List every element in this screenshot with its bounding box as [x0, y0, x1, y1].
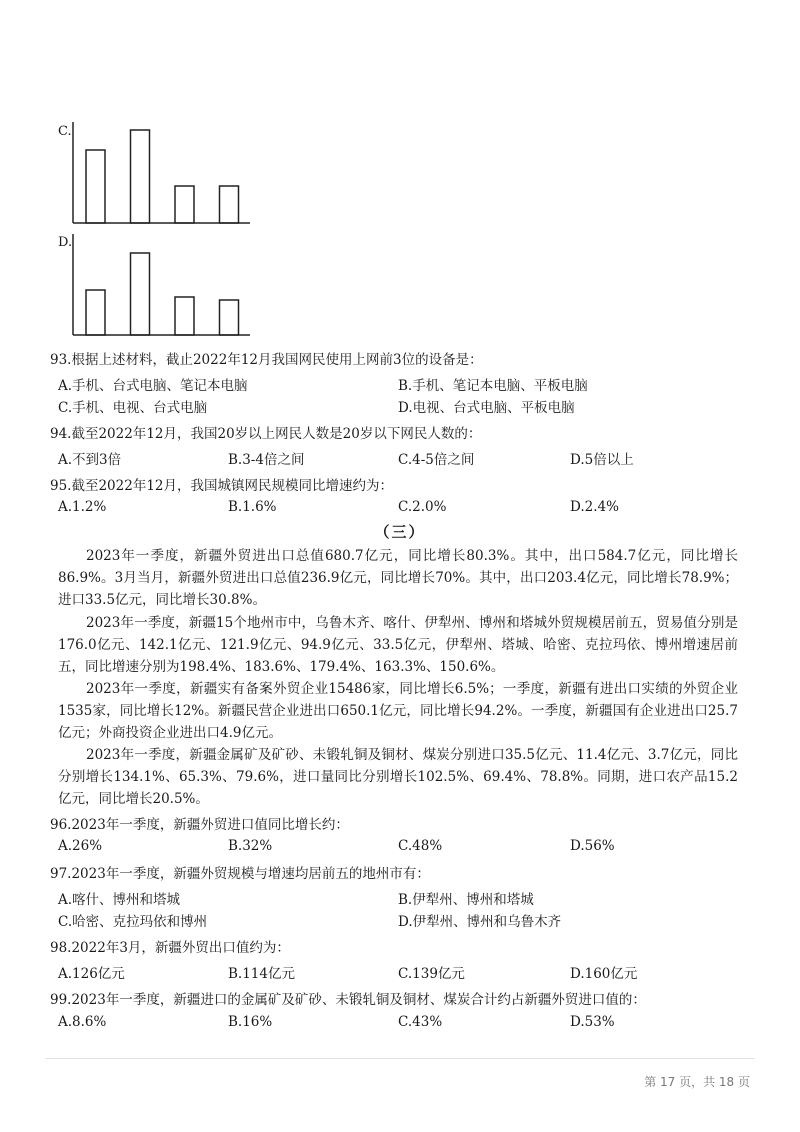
q97-option-b[interactable]: B.伊犁州、博州和塔城	[398, 892, 534, 908]
q93-option-a[interactable]: A.手机、台式电脑、笔记本电脑	[58, 378, 248, 394]
chart-d-bar-1	[86, 290, 105, 335]
q96-option-b[interactable]: B.32%	[228, 838, 273, 854]
paragraph-3: 2023年一季度，新疆实有备案外贸企业15486家，同比增长6.5%；一季度，新疆有进出口实绩的外贸企业1535家，同比增长12%。新疆民营企业进出口650.1亿元，同比增长94.2%。一季度，新疆国有企业进出口25.7亿元；外商投资企业进出口4.9亿元。	[58, 681, 738, 741]
paragraph-2: 2023年一季度，新疆15个地州市中，乌鲁木齐、喀什、伊犁州、博州和塔城外贸规模居前五，贸易值分别是176.0亿元、142.1亿元、121.9亿元、94.9亿元、33.5亿元，伊犁州、塔城、哈密、克拉玛依、博州增速居前五，同比增速分别为198.4%、183.6%、179.4%、163.3%、150.6%。	[58, 615, 738, 675]
question-93: 93.根据上述材料，截止2022年12月我国网民使用上网前3位的设备是：	[50, 352, 483, 368]
q95-option-c[interactable]: C.2.0%	[398, 499, 447, 515]
chart-d-label: D.	[58, 235, 73, 250]
q99-option-a[interactable]: A.8.6%	[58, 1014, 107, 1030]
q97-option-d[interactable]: D.伊犁州、博州和乌鲁木齐	[398, 914, 562, 930]
question-94: 94.截至2022年12月，我国20岁以上网民人数是20岁以下网民人数的：	[50, 426, 482, 442]
chart-c-bar-3	[175, 186, 194, 223]
q97-option-c[interactable]: C.哈密、克拉玛依和博州	[58, 914, 208, 930]
q98-option-c[interactable]: C.139亿元	[398, 966, 465, 982]
page-number: 第 17 页，共 18 页	[644, 1075, 750, 1089]
q98-option-d[interactable]: D.160亿元	[570, 966, 638, 982]
chart-d-bar-2	[131, 253, 150, 335]
question-96: 96.2023年一季度，新疆外贸进口值同比增长约：	[50, 817, 349, 833]
q95-option-b[interactable]: B.1.6%	[228, 499, 277, 515]
q96-option-d[interactable]: D.56%	[570, 838, 615, 854]
section-title: （三）	[374, 523, 426, 541]
q98-option-a[interactable]: A.126亿元	[58, 966, 125, 982]
paragraph-1: 2023年一季度，新疆外贸进出口总值680.7亿元，同比增长80.3%。其中，出口584.7亿元，同比增长86.9%。3月当月，新疆外贸进出口总值236.9亿元，同比增长70%。其中，出口203.4亿元，同比增长78.9%；进口33.5亿元，同比增长30.8%。	[58, 548, 738, 608]
q94-option-b[interactable]: B.3-4倍之间	[228, 452, 305, 468]
chart-d	[70, 232, 260, 338]
question-95: 95.截至2022年12月，我国城镇网民规模同比增速约为：	[50, 478, 394, 494]
q99-option-d[interactable]: D.53%	[570, 1014, 615, 1030]
question-97: 97.2023年一季度，新疆外贸规模与增速均居前五的地州市有：	[50, 866, 430, 882]
chart-c	[70, 120, 260, 226]
chart-c-bar-1	[86, 150, 105, 223]
question-98: 98.2022年3月，新疆外贸出口值约为：	[50, 940, 290, 956]
chart-c-bar-4	[220, 186, 239, 223]
q96-option-c[interactable]: C.48%	[398, 838, 443, 854]
chart-d-bar-3	[175, 297, 194, 335]
q94-option-c[interactable]: C.4-5倍之间	[398, 452, 475, 468]
q95-option-a[interactable]: A.1.2%	[58, 499, 107, 515]
question-99: 99.2023年一季度，新疆进口的金属矿及矿砂、未锻轧铜及铜材、煤炭合计约占新疆外贸进口值的：	[50, 992, 646, 1008]
paragraph-4: 2023年一季度，新疆金属矿及矿砂、未锻轧铜及铜材、煤炭分别进口35.5亿元、11.4亿元、3.7亿元，同比分别增长134.1%、65.3%、79.6%，进口量同比分别增长102.5%、69.4%、78.8%。同期，进口农产品15.2亿元，同比增长20.5%。	[58, 747, 738, 807]
chart-c-label: C.	[58, 124, 72, 139]
q96-option-a[interactable]: A.26%	[58, 838, 103, 854]
q97-option-a[interactable]: A.喀什、博州和塔城	[58, 892, 181, 908]
q94-option-a[interactable]: A.不到3倍	[58, 452, 122, 468]
q99-option-c[interactable]: C.43%	[398, 1014, 443, 1030]
chart-c-bar-2	[131, 130, 150, 223]
footer-divider	[45, 1058, 755, 1059]
q93-option-c[interactable]: C.手机、电视、台式电脑	[58, 400, 208, 416]
q94-option-d[interactable]: D.5倍以上	[570, 452, 634, 468]
q93-option-b[interactable]: B.手机、笔记本电脑、平板电脑	[398, 378, 588, 394]
q93-option-d[interactable]: D.电视、台式电脑、平板电脑	[398, 400, 575, 416]
q99-option-b[interactable]: B.16%	[228, 1014, 273, 1030]
q95-option-d[interactable]: D.2.4%	[570, 499, 619, 515]
q98-option-b[interactable]: B.114亿元	[228, 966, 295, 982]
chart-d-bar-4	[220, 300, 239, 335]
